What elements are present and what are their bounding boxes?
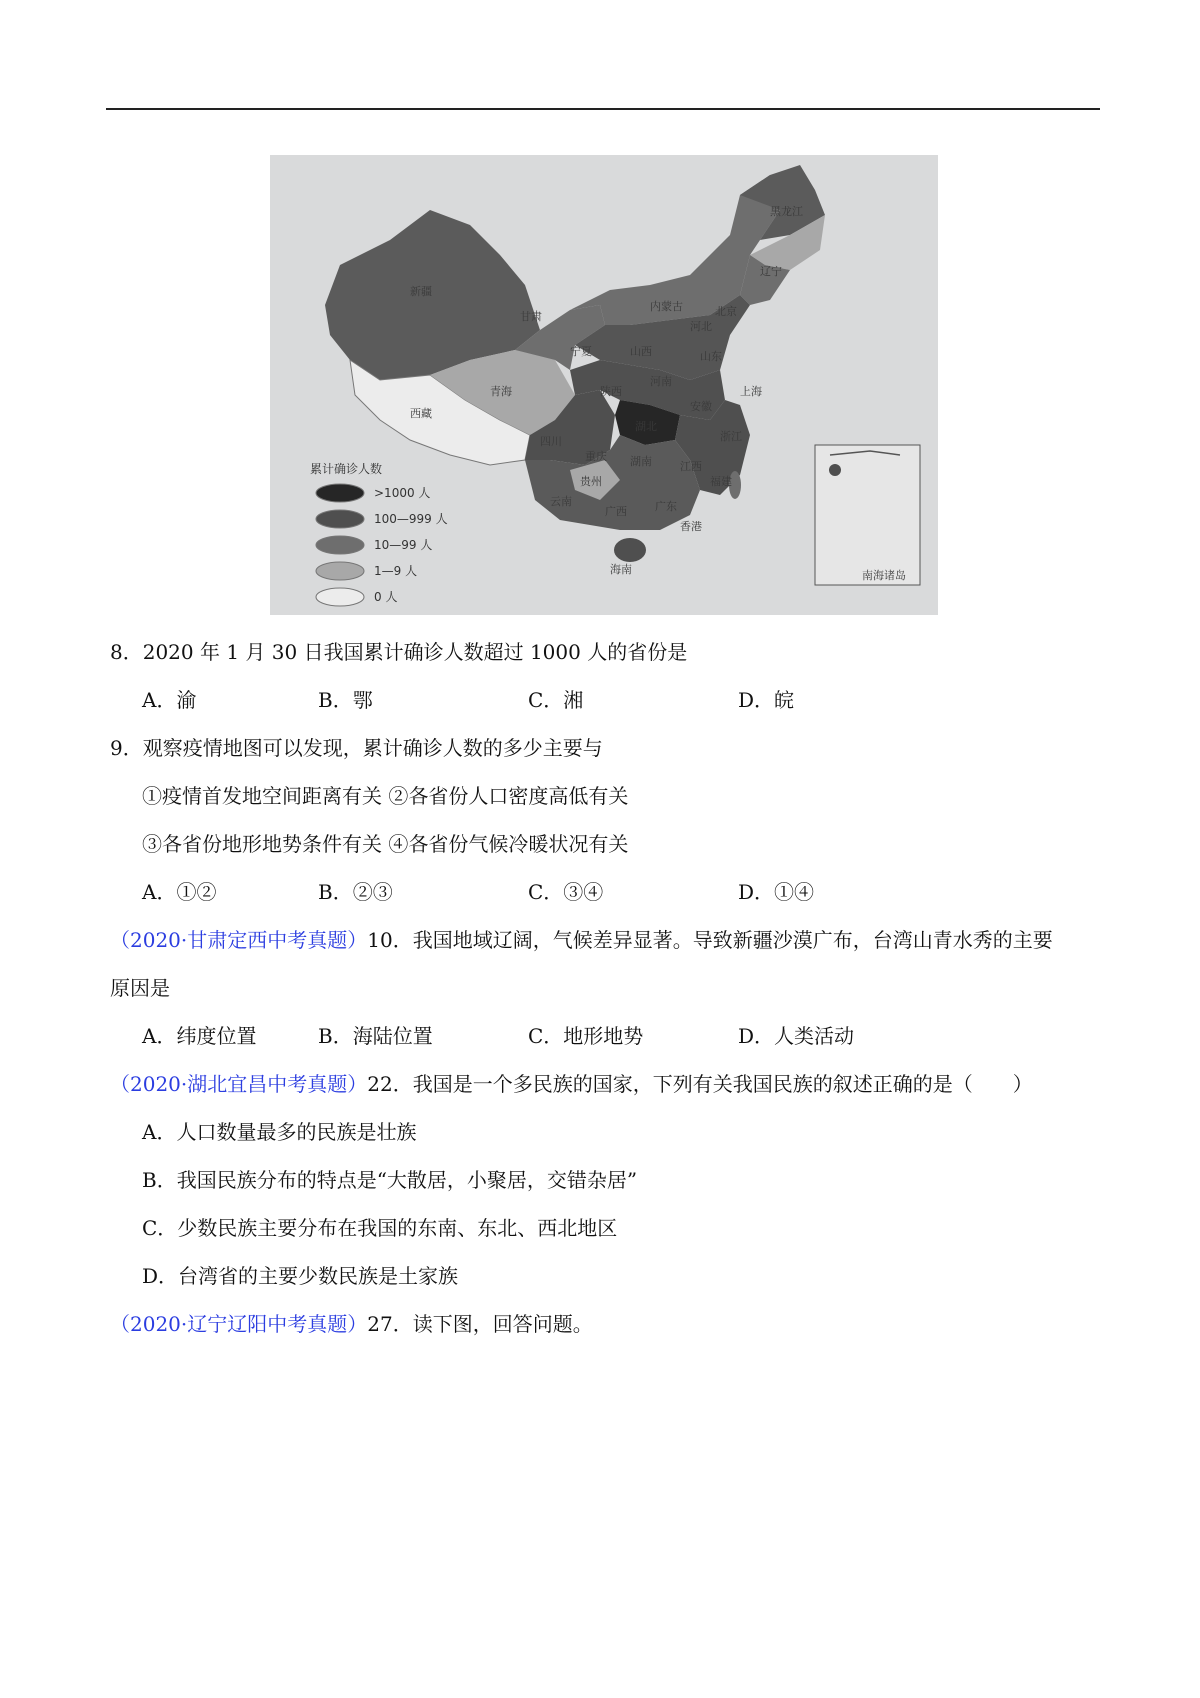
q9-option-d: D．①④ bbox=[738, 880, 815, 904]
q22-option-b: B．我国民族分布的特点是“大散居，小聚居，交错杂居” bbox=[142, 1168, 638, 1192]
q9-statement-line2: ③各省份地形地势条件有关 ④各省份气候冷暖状况有关 bbox=[142, 832, 629, 856]
legend-swatch bbox=[316, 562, 364, 580]
q9-option-b: B．②③ bbox=[318, 880, 393, 904]
q10-option-b: B．海陆位置 bbox=[318, 1024, 433, 1048]
q22-source: （2020·湖北宜昌中考真题） bbox=[110, 1072, 368, 1096]
legend-swatch bbox=[316, 484, 364, 502]
label-guangxi: 广西 bbox=[605, 505, 627, 518]
epidemic-map bbox=[270, 155, 938, 615]
q27-line bbox=[110, 1310, 593, 1338]
label-hebei: 河北 bbox=[690, 320, 712, 333]
q10-option-a: A．纬度位置 bbox=[142, 1024, 257, 1048]
q22-option-a: A．人口数量最多的民族是壮族 bbox=[142, 1120, 417, 1144]
legend-title: 累计确诊人数 bbox=[310, 462, 383, 476]
q10-line bbox=[110, 926, 1053, 954]
legend-label: >1000 人 bbox=[374, 486, 431, 500]
legend-swatch bbox=[316, 536, 364, 554]
legend-label: 0 人 bbox=[374, 590, 398, 604]
label-beijing: 北京 bbox=[715, 305, 737, 318]
label-shandong: 山东 bbox=[700, 350, 722, 363]
label-hainan: 海南 bbox=[610, 563, 632, 576]
label-zhejiang: 浙江 bbox=[720, 430, 742, 443]
q8-option-a: A．渝 bbox=[142, 688, 197, 712]
q27-source: （2020·辽宁辽阳中考真题） bbox=[110, 1312, 368, 1336]
label-guizhou: 贵州 bbox=[580, 475, 602, 488]
label-liaoning: 辽宁 bbox=[760, 265, 782, 278]
label-shanghai: 上海 bbox=[740, 385, 762, 398]
q8-option-d: D．皖 bbox=[738, 688, 795, 712]
q8-option-b: B．鄂 bbox=[318, 688, 373, 712]
q10-source: （2020·甘肃定西中考真题） bbox=[110, 928, 368, 952]
q9-option-a: A．①② bbox=[142, 880, 217, 904]
label-shanxi: 山西 bbox=[630, 345, 652, 358]
label-hongkong: 香港 bbox=[680, 520, 702, 533]
q10-stem: 10．我国地域辽阔，气候差异显著。导致新疆沙漠广布，台湾山青水秀的主要 bbox=[367, 928, 1053, 952]
label-qinghai: 青海 bbox=[490, 385, 512, 398]
label-jiangxi: 江西 bbox=[680, 460, 702, 473]
label-henan: 河南 bbox=[650, 375, 672, 388]
label-shaanxi: 陕西 bbox=[600, 385, 622, 398]
q22-option-c: C．少数民族主要分布在我国的东南、东北、西北地区 bbox=[142, 1216, 618, 1240]
legend-swatch bbox=[316, 588, 364, 606]
legend-swatch bbox=[316, 510, 364, 528]
label-xizang: 西藏 bbox=[410, 407, 432, 420]
label-hubei: 湖北 bbox=[635, 420, 657, 433]
q9-statement-line1: ①疫情首发地空间距离有关 ②各省份人口密度高低有关 bbox=[142, 784, 629, 808]
label-ningxia: 宁夏 bbox=[570, 345, 592, 358]
label-sichuan: 四川 bbox=[540, 435, 562, 448]
label-yunnan: 云南 bbox=[550, 495, 572, 508]
q9-stem: 9．观察疫情地图可以发现，累计确诊人数的多少主要与 bbox=[110, 736, 603, 760]
label-gansu: 甘肃 bbox=[520, 310, 542, 323]
region-hainan bbox=[614, 538, 646, 562]
q8-option-c: C．湘 bbox=[528, 688, 584, 712]
q22-stem: 22．我国是一个多民族的国家，下列有关我国民族的叙述正确的是（ ） bbox=[367, 1072, 1033, 1096]
q22-line bbox=[110, 1070, 1033, 1098]
label-hunan: 湖南 bbox=[630, 455, 652, 468]
legend-label: 1—9 人 bbox=[374, 564, 418, 578]
label-anhui: 安徽 bbox=[690, 400, 712, 413]
q22-option-d: D．台湾省的主要少数民族是土家族 bbox=[142, 1264, 459, 1288]
label-chongqing: 重庆 bbox=[585, 450, 607, 463]
header-rule bbox=[106, 108, 1100, 110]
legend-label: 10—99 人 bbox=[374, 538, 433, 552]
q9-option-c: C．③④ bbox=[528, 880, 604, 904]
q27-stem: 27．读下图，回答问题。 bbox=[367, 1312, 593, 1336]
label-neimenggu: 内蒙古 bbox=[650, 300, 683, 313]
q10-option-d: D．人类活动 bbox=[738, 1024, 855, 1048]
label-fujian: 福建 bbox=[710, 475, 732, 488]
label-guangdong: 广东 bbox=[655, 500, 677, 513]
label-nanhai: 南海诸岛 bbox=[862, 569, 906, 582]
legend-label: 100—999 人 bbox=[374, 512, 448, 526]
label-heilongjiang: 黑龙江 bbox=[770, 205, 803, 218]
q8-stem: 8．2020 年 1 月 30 日我国累计确诊人数超过 1000 人的省份是 bbox=[110, 640, 688, 664]
q10-stem-continued: 原因是 bbox=[110, 976, 170, 1000]
label-xinjiang: 新疆 bbox=[410, 285, 432, 298]
q10-option-c: C．地形地势 bbox=[528, 1024, 644, 1048]
